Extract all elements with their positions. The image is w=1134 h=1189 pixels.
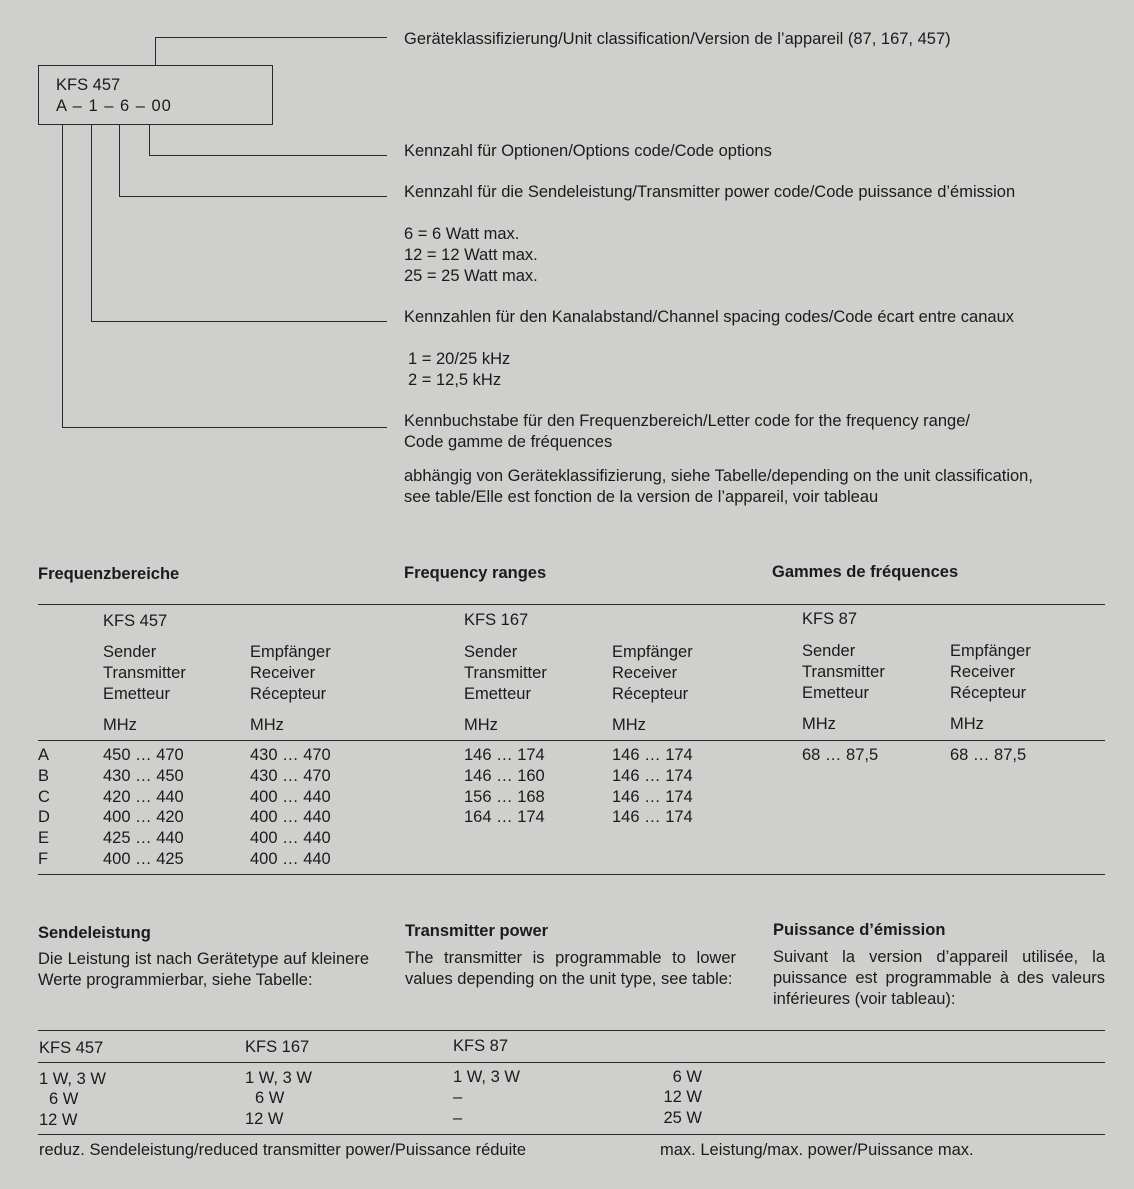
connector-line (149, 155, 387, 156)
range-letter: C (38, 788, 50, 806)
power-value: – (453, 1088, 463, 1106)
kfs457-tx-cell: 430 … 450 (103, 767, 184, 785)
range-letter: F (38, 850, 49, 868)
footer-max-label: max. Leistung/max. power/Puissance max. (660, 1141, 974, 1159)
model-header: KFS 87 (802, 610, 858, 628)
power-value: – (453, 1109, 463, 1127)
tx-header: Transmitter (802, 663, 885, 681)
kfs457-tx-cell: 450 … 470 (103, 746, 184, 764)
tx-header: Sender (802, 642, 856, 660)
power-code-label: Kennzahl für die Sendeleistung/Transmitter power code/Code puissance d’émission (404, 183, 1016, 201)
kfs457-rx-cell: 430 … 470 (250, 746, 331, 764)
heading-en: Transmitter power (405, 922, 549, 940)
channel-code-value: 1 = 20/25 kHz (408, 350, 511, 368)
table-rule (38, 604, 1105, 605)
connector-line (62, 427, 387, 428)
unit-label: MHz (103, 716, 137, 734)
power-value: 1 W, 3 W (39, 1070, 106, 1088)
connector-line (155, 37, 387, 38)
unit-classification-label: Geräteklassifizierung/Unit classification/Version de l’appareil (87, 167, 457) (404, 30, 951, 48)
power-code-value: 25 = 25 Watt max. (404, 267, 538, 285)
tx-header: Sender (464, 643, 518, 661)
unit-label: MHz (612, 716, 646, 734)
power-value: 6 W (49, 1090, 79, 1108)
rx-header: Récepteur (250, 685, 327, 703)
connector-line (119, 196, 387, 197)
tx-header: Emetteur (103, 685, 170, 703)
kfs167-rx-cell: 146 … 174 (612, 788, 693, 806)
rx-header: Empfänger (612, 643, 693, 661)
table-rule (38, 1062, 1105, 1063)
tx-header: Sender (103, 643, 157, 661)
kfs457-tx-cell: 400 … 425 (103, 850, 184, 868)
max-power-value: 12 W (663, 1088, 702, 1106)
model-code: A – 1 – 6 – 00 (56, 97, 172, 115)
kfs457-rx-cell: 400 … 440 (250, 850, 331, 868)
power-code-value: 6 = 6 Watt max. (404, 225, 520, 243)
kfs167-rx-cell: 146 … 174 (612, 808, 693, 826)
range-letter: E (38, 829, 50, 847)
tx-header: Transmitter (464, 664, 547, 682)
rx-header: Receiver (950, 663, 1016, 681)
kfs87-tx-cell: 68 … 87,5 (802, 746, 879, 764)
tx-header: Transmitter (103, 664, 186, 682)
rx-header: Receiver (612, 664, 678, 682)
power-code-value: 12 = 12 Watt max. (404, 246, 538, 264)
kfs167-rx-cell: 146 … 174 (612, 746, 693, 764)
rx-header: Receiver (250, 664, 316, 682)
kfs167-tx-cell: 164 … 174 (464, 808, 545, 826)
table-rule (38, 874, 1105, 875)
letter-code-label: Kennbuchstabe für den Frequenzbereich/Letter code for the frequency range/ (404, 412, 970, 430)
kfs457-rx-cell: 400 … 440 (250, 829, 331, 847)
power-value: 6 W (255, 1089, 285, 1107)
kfs457-tx-cell: 425 … 440 (103, 829, 184, 847)
kfs457-rx-cell: 400 … 440 (250, 788, 331, 806)
kfs167-rx-cell: 146 … 174 (612, 767, 693, 785)
power-value: 1 W, 3 W (453, 1068, 520, 1086)
unit-label: MHz (250, 716, 284, 734)
kfs457-tx-cell: 420 … 440 (103, 788, 184, 806)
heading-fr: Gammes de fréquences (772, 563, 959, 581)
options-code-label: Kennzahl für Optionen/Options code/Code options (404, 142, 772, 160)
channel-code-value: 2 = 12,5 kHz (408, 371, 502, 389)
range-letter: D (38, 808, 50, 826)
dependency-note: see table/Elle est fonction de la version de l’appareil, voir tableau (404, 488, 879, 506)
kfs457-rx-cell: 400 … 440 (250, 808, 331, 826)
rx-header: Récepteur (612, 685, 689, 703)
power-text-fr: Suivant la version d’appareil utilisée, la puissance est programmable à des valeurs inférieures (voir tableau): (773, 948, 1105, 1008)
model-header: KFS 87 (453, 1037, 509, 1055)
connector-line (119, 124, 120, 197)
model-header: KFS 457 (103, 612, 168, 630)
model-header: KFS 167 (245, 1038, 310, 1056)
range-letter: B (38, 767, 50, 785)
kfs87-rx-cell: 68 … 87,5 (950, 746, 1027, 764)
power-value: 12 W (39, 1111, 78, 1129)
connector-line (149, 124, 150, 156)
model-header: KFS 167 (464, 611, 529, 629)
heading-de: Frequenzbereiche (38, 565, 180, 583)
table-rule (38, 1030, 1105, 1031)
kfs167-tx-cell: 146 … 160 (464, 767, 545, 785)
power-value: 12 W (245, 1110, 284, 1128)
model-header: KFS 457 (39, 1039, 104, 1057)
power-value: 1 W, 3 W (245, 1069, 312, 1087)
kfs457-tx-cell: 400 … 420 (103, 808, 184, 826)
dependency-note: abhängig von Geräteklassifizierung, siehe Tabelle/depending on the unit classification, (404, 467, 1033, 485)
channel-code-label: Kennzahlen für den Kanalabstand/Channel spacing codes/Code écart entre canaux (404, 308, 1015, 326)
unit-label: MHz (802, 715, 836, 733)
rx-header: Empfänger (950, 642, 1031, 660)
connector-line (62, 124, 63, 428)
rx-header: Récepteur (950, 684, 1027, 702)
model-name: KFS 457 (56, 76, 121, 94)
power-text-en: The transmitter is programmable to lower values depending on the unit type, see table: (405, 949, 736, 988)
model-code-box (38, 65, 273, 125)
connector-line (91, 124, 92, 322)
unit-label: MHz (464, 716, 498, 734)
footer-reduced-label: reduz. Sendeleistung/reduced transmitter power/Puissance réduite (39, 1141, 527, 1159)
kfs457-rx-cell: 430 … 470 (250, 767, 331, 785)
kfs167-tx-cell: 146 … 174 (464, 746, 545, 764)
power-text-de: Die Leistung ist nach Gerätetype auf kleinere Werte programmierbar, siehe Tabelle: (38, 950, 369, 989)
heading-de: Sendeleistung (38, 924, 151, 942)
connector-line (91, 321, 387, 322)
table-rule (38, 740, 1105, 741)
max-power-value: 6 W (672, 1068, 702, 1086)
rx-header: Empfänger (250, 643, 331, 661)
unit-label: MHz (950, 715, 984, 733)
connector-line (155, 37, 156, 66)
max-power-value: 25 W (663, 1109, 702, 1127)
heading-fr: Puissance d’émission (773, 921, 946, 939)
kfs167-tx-cell: 156 … 168 (464, 788, 545, 806)
tx-header: Emetteur (802, 684, 869, 702)
heading-en: Frequency ranges (404, 564, 547, 582)
table-rule (38, 1134, 1105, 1135)
tx-header: Emetteur (464, 685, 531, 703)
letter-code-label: Code gamme de fréquences (404, 433, 613, 451)
range-letter: A (38, 746, 50, 764)
